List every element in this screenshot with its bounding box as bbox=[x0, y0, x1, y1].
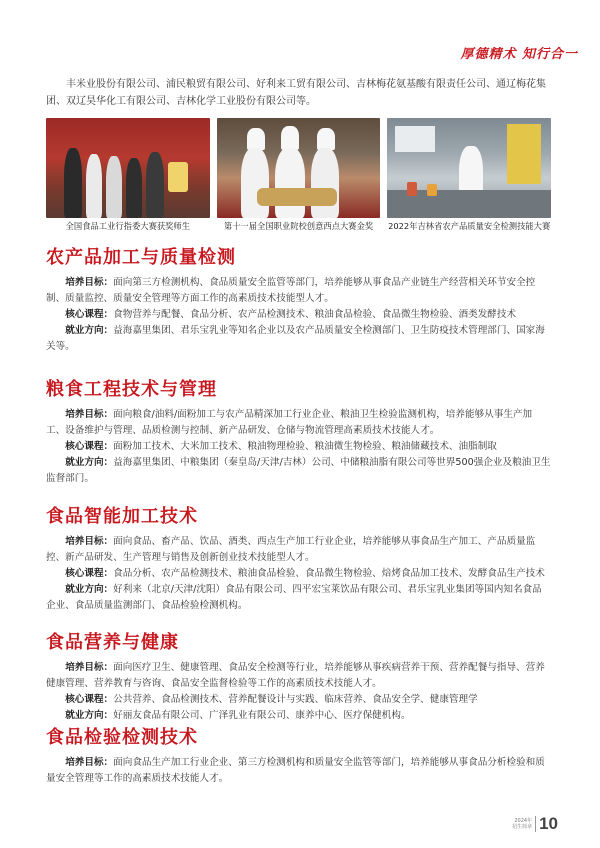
award-photo-teachers-students bbox=[46, 118, 210, 218]
major-section bbox=[46, 628, 551, 724]
award-photo-lab-testing bbox=[387, 118, 551, 218]
course-paragraph: 核心课程：面粉加工技术、大米加工技术、粮油物理检验、粮油微生物检验、粮油储藏技术、油脂制取 bbox=[65, 441, 497, 452]
award-photo-pastry-chefs bbox=[217, 118, 381, 218]
goal-paragraph: 培养目标：面向第三方检测机构、食品质量安全监管等部门，培养能够从事食品产业链生产经营相关环节安全控制、质量监控、质量安全管理等方面工作的高素质技术技能型人才。 bbox=[46, 277, 536, 304]
major-title: 农产品加工与质量检测 bbox=[46, 247, 236, 268]
footer-divider bbox=[535, 816, 536, 832]
page-footer bbox=[512, 814, 558, 834]
brochure-label bbox=[512, 818, 532, 830]
school-motto: 厚德精术 知行合一 bbox=[460, 47, 578, 62]
major-title: 食品检验检测技术 bbox=[46, 727, 198, 748]
photo-captions bbox=[46, 220, 551, 232]
photo-caption: 全国食品工业行指委大赛获奖师生 bbox=[65, 221, 191, 231]
major-section bbox=[46, 243, 551, 355]
goal-paragraph: 培养目标：面向粮食/油料/面粉加工与农产品精深加工行业企业、粮油卫生检验监测机构，培养能够从事生产加工、设备维护与管理、品质检测与控制、新产品研发、仓储与物流管理高素质技术技能人才。 bbox=[46, 409, 533, 436]
goal-paragraph: 培养目标：面向医疗卫生、健康管理、食品安全检测等行业，培养能够从事疾病营养干预、营养配餐与指导、营养健康管理、营养教育与咨询、食品安全监督检验等工作的高素质技术技能人才。 bbox=[46, 662, 545, 689]
job-paragraph: 就业方向：好利来（北京/天津/沈阳）食品有限公司、四平宏宝莱饮品有限公司、君乐宝乳业集团等国内知名食品企业、食品质量监测部门、食品检验检测机构。 bbox=[46, 584, 542, 611]
job-paragraph: 就业方向：好丽友食品有限公司、广泽乳业有限公司、康养中心、医疗保健机构。 bbox=[65, 710, 411, 721]
major-title: 食品智能加工技术 bbox=[46, 506, 198, 527]
major-title: 食品营养与健康 bbox=[46, 632, 179, 653]
major-section bbox=[46, 375, 551, 487]
goal-paragraph: 培养目标：面向食品、畜产品、饮品、酒类、西点生产加工行业企业，培养能够从事食品生产加工、产品质量监控、新产品研发、生产管理与销售及创新创业技术技能型人才。 bbox=[46, 536, 536, 563]
photo-strip bbox=[46, 118, 551, 218]
job-paragraph: 就业方向：益海嘉里集团、中粮集团（秦皇岛/天津/吉林）公司、中储粮油脂有限公司等世界500强企业及粮油卫生监督部门。 bbox=[46, 457, 551, 484]
major-section bbox=[46, 723, 551, 787]
major-title: 粮食工程技术与管理 bbox=[46, 379, 217, 400]
job-paragraph: 就业方向：益海嘉里集团、君乐宝乳业等知名企业以及农产品质量安全检测部门、卫生防疫技术管理部门、国家海关等。 bbox=[46, 325, 545, 352]
intro-paragraph bbox=[46, 76, 551, 110]
course-paragraph: 核心课程：食品分析、农产品检测技术、粮油食品检验、食品微生物检验、焙烤食品加工技术、发酵食品生产技术 bbox=[65, 568, 545, 579]
brochure-title: 招生简章 bbox=[512, 824, 533, 830]
course-paragraph: 核心课程：公共营养、食品检测技术、营养配餐设计与实践、临床营养、食品安全学、健康管理学 bbox=[65, 694, 478, 705]
page-number: 10 bbox=[539, 814, 558, 833]
intro-text: 丰米业股份有限公司、浦民粮贸有限公司、好利来工贸有限公司、吉林梅花氨基酸有限责任公司、通辽梅花集团、双辽昊华化工有限公司、吉林化学工业股份有限公司等。 bbox=[46, 79, 546, 107]
photo-caption: 2022年吉林省农产品质量安全检测技能大赛 bbox=[388, 221, 551, 231]
brochure-year: 2024年 bbox=[514, 818, 533, 824]
major-section bbox=[46, 502, 551, 614]
goal-paragraph: 培养目标：面向食品生产加工行业企业、第三方检测机构和质量安全监管等部门，培养能够从事食品分析检验和质量安全管理等工作的高素质技术技能人才。 bbox=[46, 757, 545, 784]
course-paragraph: 核心课程：食物营养与配餐、食品分析、农产品检测技术、粮油食品检验、食品微生物检验、酒类发酵技术 bbox=[65, 309, 517, 320]
photo-caption: 第十一届全国职业院校创意西点大赛金奖 bbox=[223, 221, 374, 231]
